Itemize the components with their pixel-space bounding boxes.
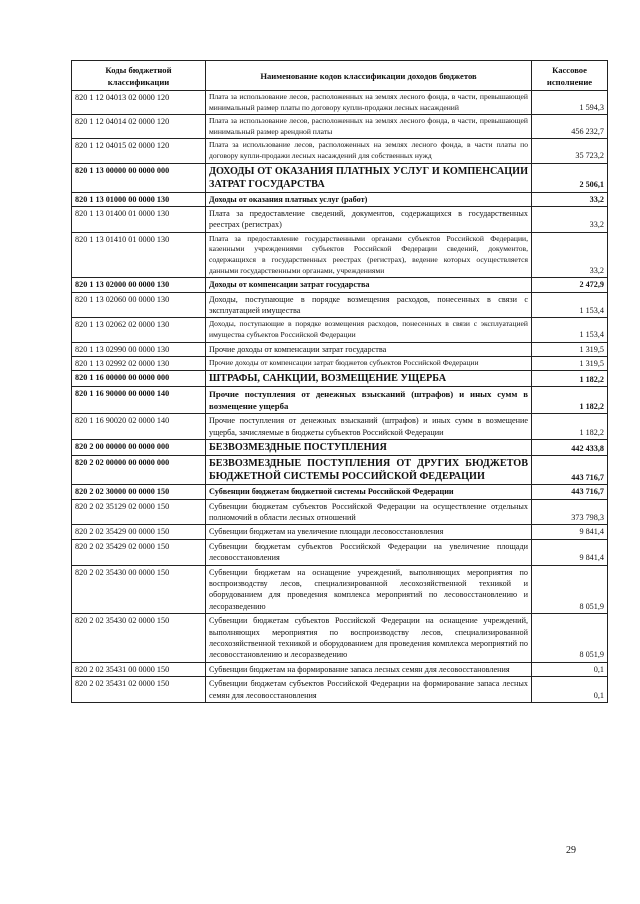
row-amount: 373 798,3	[532, 499, 608, 525]
row-code: 820 1 13 02062 02 0000 130	[72, 318, 206, 342]
table-row	[72, 414, 608, 440]
row-name: Субвенции бюджетам субъектов Российской Федерации на осуществление отдельных полномочий в области лесных отношений	[206, 499, 532, 525]
row-code: 820 1 12 04013 02 0000 120	[72, 91, 206, 115]
row-amount: 2 506,1	[532, 163, 608, 192]
row-amount: 8 051,9	[532, 614, 608, 663]
row-amount: 1 182,2	[532, 371, 608, 387]
row-amount: 1 182,2	[532, 387, 608, 414]
row-amount: 1 319,5	[532, 342, 608, 356]
row-name: Прочие поступления от денежных взысканий (штрафов) и иных сумм в возмещение ущерба	[206, 387, 532, 414]
row-name: Плата за использование лесов, расположенных на землях лесного фонда, в части, превышающей минимальный размер платы по договору купли-продажи лесных насаждений	[206, 91, 532, 115]
table-row	[72, 539, 608, 565]
row-name: Субвенции бюджетам на формирование запаса лесных семян для лесовосстановления	[206, 662, 532, 676]
table-row	[72, 192, 608, 206]
table-row	[72, 565, 608, 614]
row-amount: 1 594,3	[532, 91, 608, 115]
row-name: Плата за предоставление государственными органами субъектов Российской Федерации, казенными учреждениями субъектов Российской Федерации сведений, документов, содержащихся в государственных реестрах (регистрах), ведение которых осуществляется данными государственными органами, учреждениями	[206, 232, 532, 277]
row-amount: 0,1	[532, 662, 608, 676]
table-row	[72, 115, 608, 139]
table-row	[72, 440, 608, 456]
row-code: 820 2 00 00000 00 0000 000	[72, 440, 206, 456]
row-name: БЕЗВОЗМЕЗДНЫЕ ПОСТУПЛЕНИЯ ОТ ДРУГИХ БЮДЖЕТОВ БЮДЖЕТНОЙ СИСТЕМЫ РОССИЙСКОЙ ФЕДЕРАЦИИ	[206, 456, 532, 485]
row-name: Субвенции бюджетам бюджетной системы Российской Федерации	[206, 485, 532, 499]
header-name: Наименование кодов классификации доходов бюджетов	[206, 61, 532, 91]
row-name: Доходы, поступающие в порядке возмещения расходов, понесенных в связи с эксплуатацией имущества субъектов Российской Федерации	[206, 318, 532, 342]
row-amount: 443 716,7	[532, 485, 608, 499]
row-amount: 0,1	[532, 677, 608, 703]
row-amount: 33,2	[532, 192, 608, 206]
table-row	[72, 677, 608, 703]
table-row	[72, 525, 608, 539]
row-code: 820 1 16 90020 02 0000 140	[72, 414, 206, 440]
row-name: Субвенции бюджетам субъектов Российской Федерации на увеличение площади лесовосстановления	[206, 539, 532, 565]
row-amount: 9 841,4	[532, 525, 608, 539]
row-amount: 9 841,4	[532, 539, 608, 565]
row-amount: 2 472,9	[532, 278, 608, 292]
row-code: 820 1 12 04015 02 0000 120	[72, 139, 206, 163]
row-amount: 8 051,9	[532, 565, 608, 614]
row-code: 820 1 13 01000 00 0000 130	[72, 192, 206, 206]
row-code: 820 1 16 90000 00 0000 140	[72, 387, 206, 414]
table-row	[72, 499, 608, 525]
row-name: Субвенции бюджетам на оснащение учреждений, выполняющих мероприятия по воспроизводству лесов, специализированной лесохозяйственной техникой и оборудованием для проведения комплекса мероприятий по лесовосстановлению и лесоразведению	[206, 565, 532, 614]
row-name: Прочие поступления от денежных взысканий (штрафов) и иных сумм в возмещение ущерба, зачисляемые в бюджеты субъектов Российской Федерации	[206, 414, 532, 440]
row-code: 820 1 13 01400 01 0000 130	[72, 206, 206, 232]
row-code: 820 1 16 00000 00 0000 000	[72, 371, 206, 387]
table-row	[72, 139, 608, 163]
table-row	[72, 318, 608, 342]
table-row	[72, 163, 608, 192]
table-row	[72, 356, 608, 370]
row-name: БЕЗВОЗМЕЗДНЫЕ ПОСТУПЛЕНИЯ	[206, 440, 532, 456]
table-row	[72, 206, 608, 232]
row-code: 820 1 13 02000 00 0000 130	[72, 278, 206, 292]
row-amount: 33,2	[532, 232, 608, 277]
row-code: 820 1 13 01410 01 0000 130	[72, 232, 206, 277]
row-amount: 443 716,7	[532, 456, 608, 485]
header-amount: Кассовое исполнение	[532, 61, 608, 91]
table-row	[72, 292, 608, 318]
row-code: 820 1 13 02060 00 0000 130	[72, 292, 206, 318]
row-name: Субвенции бюджетам субъектов Российской Федерации на формирование запаса лесных семян для лесовосстановления	[206, 677, 532, 703]
row-code: 820 2 02 35431 02 0000 150	[72, 677, 206, 703]
table-row	[72, 342, 608, 356]
row-amount: 1 153,4	[532, 318, 608, 342]
row-code: 820 1 13 02990 00 0000 130	[72, 342, 206, 356]
page-number: 29	[566, 845, 576, 856]
table-row	[72, 614, 608, 663]
row-amount: 1 153,4	[532, 292, 608, 318]
row-code: 820 2 02 35431 00 0000 150	[72, 662, 206, 676]
row-code: 820 2 02 35430 00 0000 150	[72, 565, 206, 614]
row-name: Прочие доходы от компенсации затрат государства	[206, 342, 532, 356]
row-name: Субвенции бюджетам субъектов Российской Федерации на оснащение учреждений, выполняющих мероприятия по воспроизводству лесов, специализированной лесохозяйственной техникой и оборудованием для проведения комплекса мероприятий по лесовосстановлению и лесоразведению	[206, 614, 532, 663]
row-name: Плата за использование лесов, расположенных на землях лесного фонда, в части, превышающей минимальный размер арендной платы	[206, 115, 532, 139]
row-code: 820 1 13 00000 00 0000 000	[72, 163, 206, 192]
table-header-row	[72, 61, 608, 91]
table-row	[72, 387, 608, 414]
table-row	[72, 91, 608, 115]
row-amount: 456 232,7	[532, 115, 608, 139]
row-amount: 33,2	[532, 206, 608, 232]
row-code: 820 2 02 00000 00 0000 000	[72, 456, 206, 485]
row-code: 820 1 12 04014 02 0000 120	[72, 115, 206, 139]
row-name: Доходы, поступающие в порядке возмещения расходов, понесенных в связи с эксплуатацией имущества	[206, 292, 532, 318]
table-row	[72, 371, 608, 387]
row-name: Субвенции бюджетам на увеличение площади лесовосстановления	[206, 525, 532, 539]
row-name: Плата за использование лесов, расположенных на землях лесного фонда, в части платы по договору купли-продажи лесных насаждений для собственных нужд	[206, 139, 532, 163]
row-name: ШТРАФЫ, САНКЦИИ, ВОЗМЕЩЕНИЕ УЩЕРБА	[206, 371, 532, 387]
table-body	[72, 91, 608, 703]
row-amount: 1 182,2	[532, 414, 608, 440]
row-code: 820 2 02 35430 02 0000 150	[72, 614, 206, 663]
table-row	[72, 456, 608, 485]
header-code: Коды бюджетной классификации	[72, 61, 206, 91]
row-code: 820 2 02 35429 02 0000 150	[72, 539, 206, 565]
row-amount: 1 319,5	[532, 356, 608, 370]
row-code: 820 2 02 35429 00 0000 150	[72, 525, 206, 539]
row-name: ДОХОДЫ ОТ ОКАЗАНИЯ ПЛАТНЫХ УСЛУГ И КОМПЕНСАЦИИ ЗАТРАТ ГОСУДАРСТВА	[206, 163, 532, 192]
budget-revenue-table	[71, 60, 608, 703]
row-code: 820 1 13 02992 02 0000 130	[72, 356, 206, 370]
table-row	[72, 232, 608, 277]
row-code: 820 2 02 35129 02 0000 150	[72, 499, 206, 525]
budget-table-container	[71, 60, 607, 703]
table-row	[72, 662, 608, 676]
row-name: Плата за предоставление сведений, документов, содержащихся в государственных реестрах (регистрах)	[206, 206, 532, 232]
row-name: Доходы от оказания платных услуг (работ)	[206, 192, 532, 206]
table-row	[72, 278, 608, 292]
table-row	[72, 485, 608, 499]
row-code: 820 2 02 30000 00 0000 150	[72, 485, 206, 499]
row-amount: 35 723,2	[532, 139, 608, 163]
row-name: Доходы от компенсации затрат государства	[206, 278, 532, 292]
row-amount: 442 433,8	[532, 440, 608, 456]
row-name: Прочие доходы от компенсации затрат бюджетов субъектов Российской Федерации	[206, 356, 532, 370]
